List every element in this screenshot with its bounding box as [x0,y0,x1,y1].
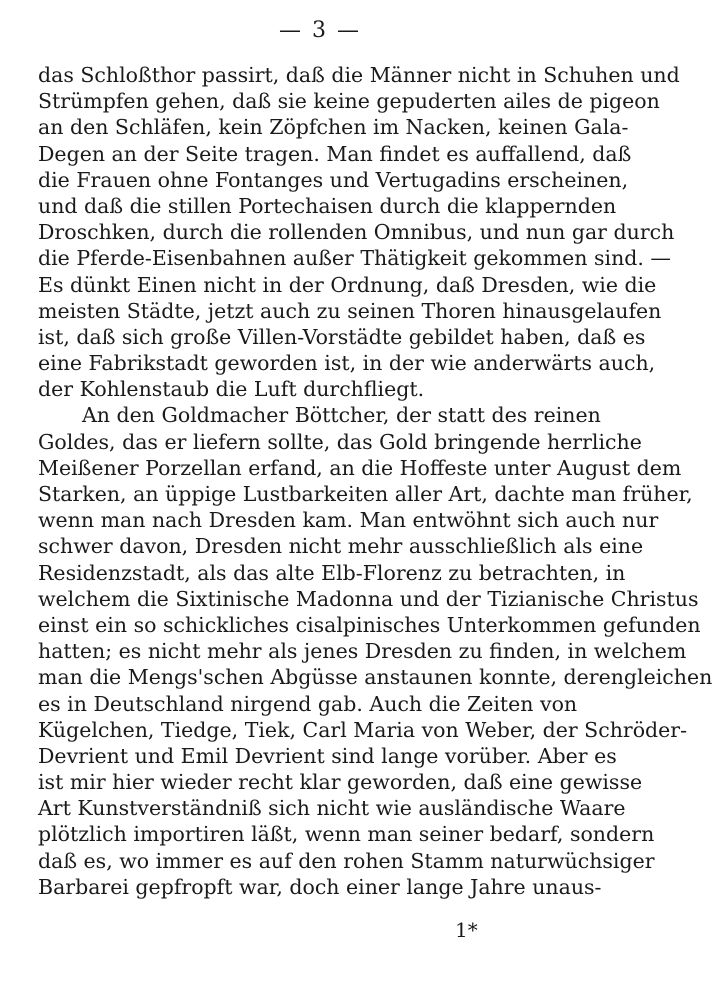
text-line: hatten; es nicht mehr als jenes Dresden zu finden, in welchem [38,639,687,664]
text-line: es in Deutschland nirgend gab. Auch die Zeiten von [38,691,578,716]
text-line: plötzlich importiren läßt, wenn man seiner bedarf, sondern [38,822,655,847]
text-line: welchem die Sixtinische Madonna und der Tizianische Christus [38,586,699,611]
body-text [38,62,712,900]
text-line: ist mir hier wieder recht klar geworden, daß eine gewisse [38,770,643,795]
text-line: Meißener Porzellan erfand, an die Hoffeste unter August dem [38,455,682,480]
text-line: Residenzstadt, als das alte Elb-Florenz zu betrachten, in [38,560,626,585]
signature-mark: 1* [455,918,478,942]
text-line: Droschken, durch die rollenden Omnibus, und nun gar durch [38,220,675,245]
text-line: eine Fabrikstadt geworden ist, in der wie anderwärts auch, [38,351,656,376]
text-line: daß es, wo immer es auf den rohen Stamm naturwüchsiger [38,848,655,873]
text-line: Kügelchen, Tiedge, Tiek, Carl Maria von Weber, der Schröder- [38,717,688,742]
text-line: das Schloßthor passirt, daß die Männer nicht in Schuhen und [38,63,680,87]
text-line: Es dünkt Einen nicht in der Ordnung, daß Dresden, wie die [38,272,657,297]
text-line: meisten Städte, jetzt auch zu seinen Thoren hinausgelaufen [38,298,662,323]
text-line: schwer davon, Dresden nicht mehr ausschließlich als eine [38,534,644,559]
text-line: wenn man nach Dresden kam. Man entwöhnt sich auch nur [38,508,659,533]
text-line: einst ein so schickliches cisalpinisches Unterkommen gefunden [38,612,701,637]
text-line: man die Mengs'schen Abgüsse anstaunen konnte, derengleichen [38,665,712,690]
text-line: Starken, an üppige Lustbarkeiten aller Art, dachte man früher, [38,482,693,506]
page-number-header: — 3 — [279,18,361,43]
paragraph-end-line: der Kohlenstaub die Luft durchfliegt. [38,377,425,402]
text-line: ist, daß sich große Villen-Vorstädte gebildet haben, daß es [38,324,646,349]
text-line: Goldes, das er liefern sollte, das Gold bringende herrliche [38,429,642,454]
text-line: an den Schläfen, kein Zöpfchen im Nacken, keinen Gala- [38,115,629,140]
text-line: die Frauen ohne Fontanges und Vertugadins erscheinen, [38,167,629,192]
text-line: Degen an der Seite tragen. Man findet es auffallend, daß [38,141,632,166]
text-line: die Pferde-Eisenbahnen außer Thätigkeit gekommen sind. — [38,246,671,271]
text-line: Strümpfen gehen, daß sie keine gepuderten ailes de pigeon [38,89,660,114]
text-line: Barbarei gepfropft war, doch einer lange Jahre unaus- [38,874,602,899]
text-line: Devrient und Emil Devrient sind lange vorüber. Aber es [38,743,617,768]
paragraph-start-line: An den Goldmacher Böttcher, der statt des reinen [82,403,601,428]
text-line: und daß die stillen Portechaisen durch die klappernden [38,193,617,218]
text-line: Art Kunstverständniß sich nicht wie ausländische Waare [38,796,626,821]
